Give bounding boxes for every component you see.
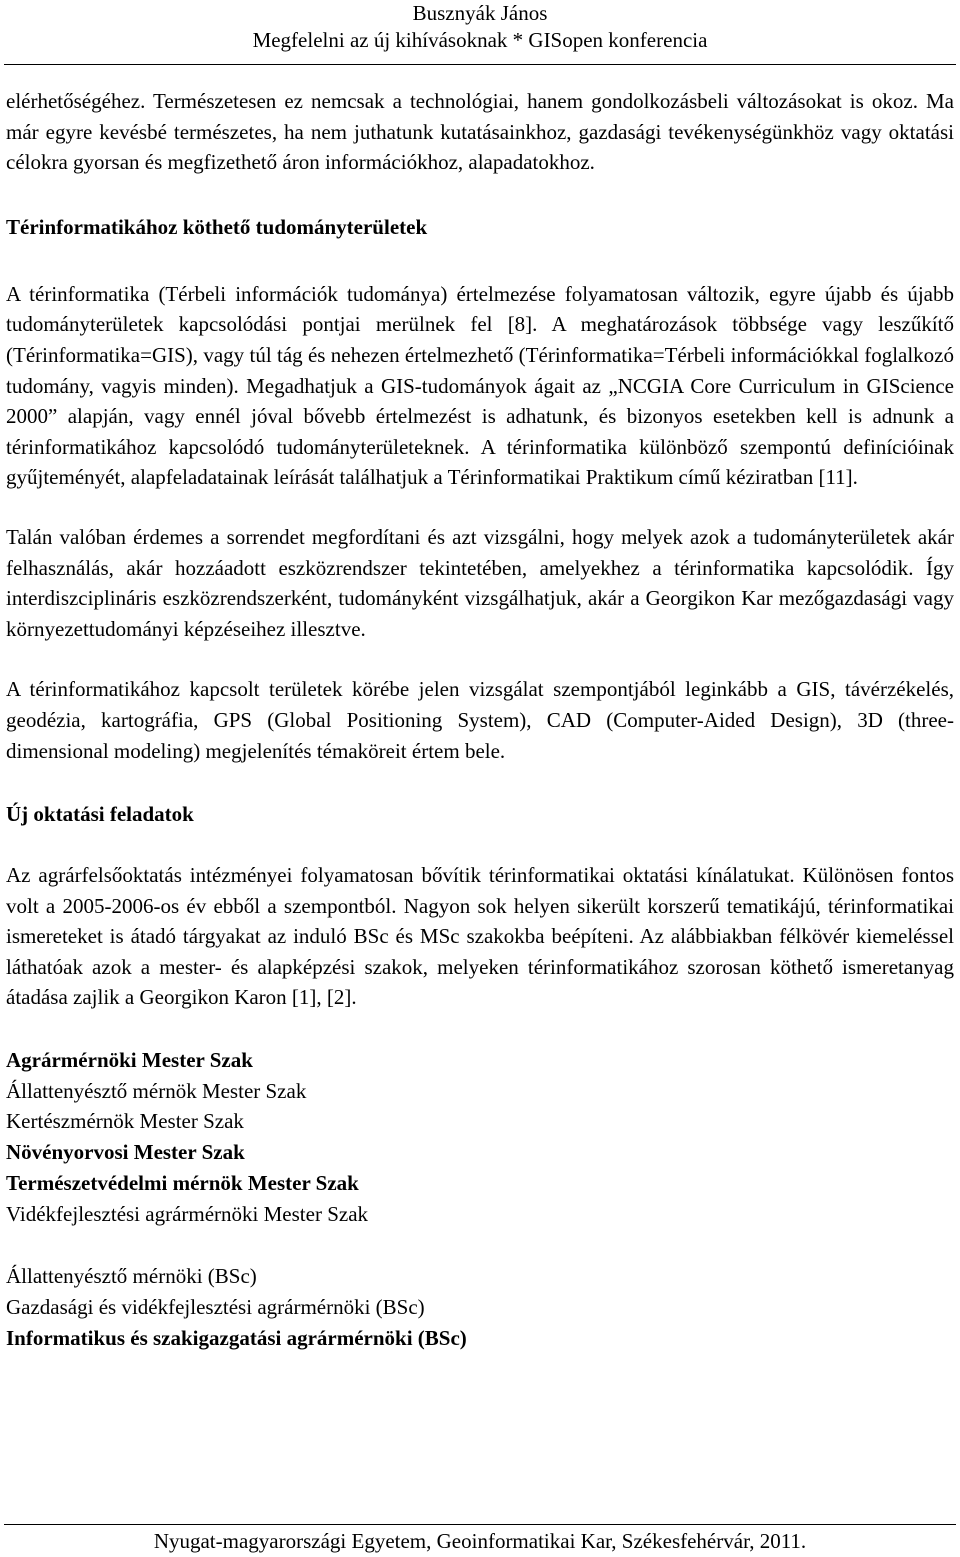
paragraph-kapcsolt-teruletek: A térinformatikához kapcsolt területek körébe jelen vizsgálat szempontjából leginkább a GIS, távérzékelés, geodézia, kartográfia, GPS (Global Positioning System), CAD (Computer-Aided Design), 3D (three-dimensional modeling) megjelenítés témaköreit értem bele. [6,677,954,763]
bsc-program-list [6,1261,954,1353]
list-item: Vidékfejlesztési agrármérnöki Mester Szak [6,1201,369,1226]
header-author: Busznyák János [412,1,548,25]
heading-uj-oktatasi-feladatok: Új oktatási feladatok [6,802,194,827]
header-conference: Megfelelni az új kihívásoknak * GISopen konferencia [252,28,708,52]
list-item: Természetvédelmi mérnök Mester Szak [6,1170,359,1195]
list-item: Állattenyésztő mérnök Mester Szak [6,1078,307,1103]
heading-tudomanyteruletek: Térinformatikához köthető tudományterületek [6,214,428,239]
page-footer: Nyugat-magyarországi Egyetem, Geoinformatikai Kar, Székesfehérvár, 2011. [153,1529,807,1553]
document-body [6,86,954,1353]
paragraph-terinformatika-ertelmezes: A térinformatika (Térbeli információk tudománya) értelmezése folyamatosan változik, egyre újabb és újabb tudományterületek kapcsolódási pontjai merülnek fel [8]. A meghatározások többsége vagy leszűkítő (Térinformatika=GIS), vagy túl tág és nehezen értelmezhető (Térinformatika=Térbeli információkkal foglalkozó tudomány, vagyis minden). Megadhatjuk a GIS-tudományok ágait az „NCGIA Core Curriculum in GIScience 2000” alapján, vagy ennél jóval bővebb értelmezést is adhatunk, és bizonyos esetekben kell is adnunk a térinformatikához kapcsolódó tudományterületeknek. A térinformatika különböző szempontú definícióinak gyűjteményét, alapfeladatainak leírását találhatjuk a Térinformatikai Praktikum című kéziratban [11]. [6,281,954,490]
list-item: Informatikus és szakigazgatási agrármérnöki (BSc) [6,1325,467,1350]
list-item: Gazdasági és vidékfejlesztési agrármérnöki (BSc) [6,1294,425,1319]
list-item: Agrármérnöki Mester Szak [6,1048,253,1073]
header-divider [4,64,956,65]
paragraph-sorrend: Talán valóban érdemes a sorrendet megfordítani és azt vizsgálni, hogy melyek azok a tudományterületek akár felhasználás, akár hozzáadott eszközrendszer tekintetében, amelyekhez a térinformatika kapcsolódik. Így interdiszciplináris eszközrendszerként, tudományként vizsgálhatjuk, akár a Georgikon Kar mezőgazdasági vagy környezettudományi képzéseihez illesztve. [6,524,954,641]
list-item: Állattenyésztő mérnöki (BSc) [6,1264,257,1289]
paragraph-intro: elérhetőségéhez. Természetesen ez nemcsak a technológiai, hanem gondolkozásbeli változásokat is okoz. Ma már egyre kevésbé természetes, ha nem juthatunk kutatásainkhoz, gazdasági tevékenységünkhöz vagy oktatási célokra gyorsan és megfizethető áron információkhoz, alapadatokhoz. [6,89,954,175]
master-program-list [6,1045,954,1229]
page-header [0,0,960,54]
footer-divider [4,1524,956,1525]
list-item: Növényorvosi Mester Szak [6,1140,245,1165]
list-item: Kertészmérnök Mester Szak [6,1109,244,1134]
paragraph-agrarfelsooktatas: Az agrárfelsőoktatás intézményei folyamatosan bővítik térinformatikai oktatási kínálatukat. Különösen fontos volt a 2005-2006-os év ebből a szempontból. Nagyon sok helyen sikerült korszerű tematikájú, térinformatikai ismereteket is átadó tárgyakat az induló BSc és MSc szakokba beépíteni. Az alábbiakban félkövér kiemeléssel láthatóak azok a mester- és alapképzési szakok, melyeken térinformatikához szorosan köthető ismeretanyag átadása zajlik a Georgikon Karon [1], [2]. [6,863,954,1010]
